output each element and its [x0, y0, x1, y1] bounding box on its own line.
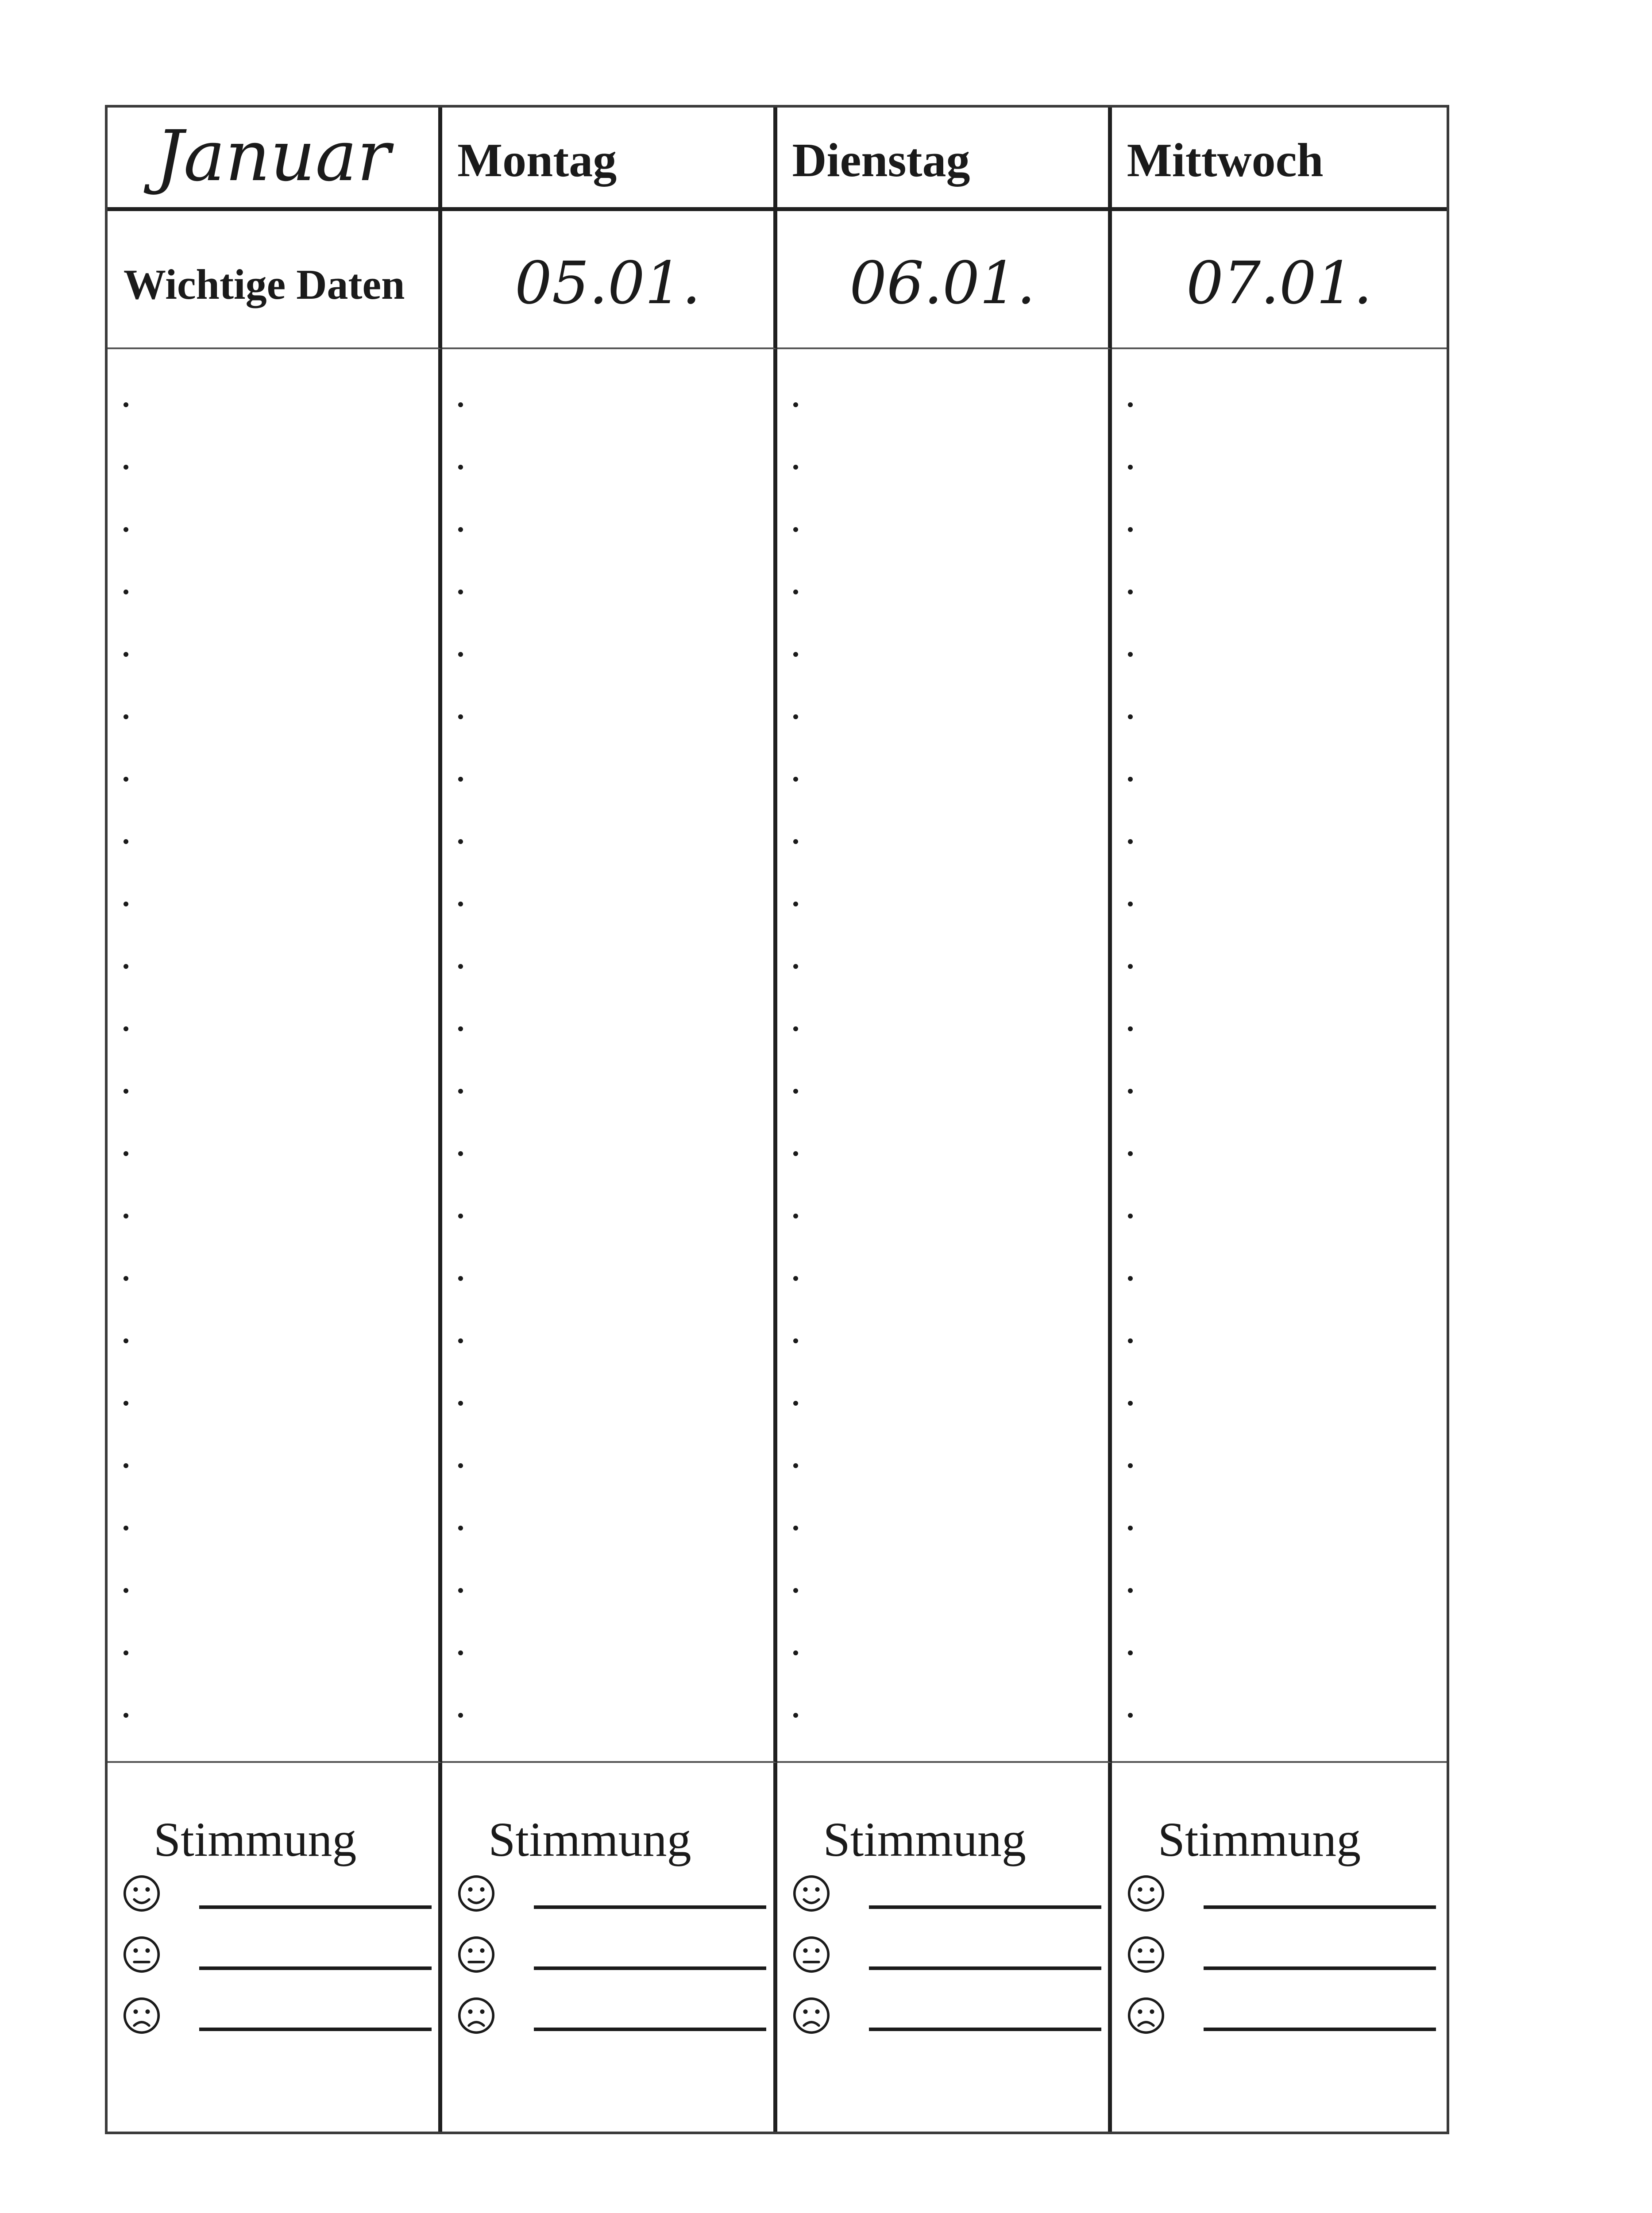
guide-dot: [1128, 1463, 1133, 1468]
notes-area-important[interactable]: [108, 349, 442, 1763]
guide-dot: [124, 1588, 128, 1593]
mood-write-line[interactable]: [199, 2028, 432, 2031]
guide-dot: [793, 1713, 798, 1718]
mood-row: [122, 1935, 432, 1974]
day-date: 05.01.: [514, 249, 701, 317]
guide-dot: [793, 1401, 798, 1406]
mood-row: [122, 1996, 432, 2036]
dot-column: [1128, 402, 1133, 1775]
guide-dot: [124, 590, 128, 594]
guide-dot: [458, 964, 463, 969]
guide-dot: [458, 527, 463, 532]
guide-dot: [458, 1214, 463, 1218]
mood-write-line[interactable]: [869, 1966, 1101, 1970]
guide-dot: [458, 1026, 463, 1031]
smiley-sad-icon[interactable]: [456, 1996, 496, 2036]
mood-row: [1126, 1996, 1436, 2036]
mood-write-line[interactable]: [869, 1905, 1101, 1909]
mood-row: [456, 1874, 766, 1913]
guide-dot: [458, 1526, 463, 1531]
mood-section: [1112, 1763, 1447, 2132]
mood-label: Stimmung: [823, 1812, 1026, 1866]
guide-dot: [458, 1151, 463, 1156]
mood-row: [1126, 1935, 1436, 1974]
day-header-tuesday: [777, 108, 1112, 211]
mood-row: [1126, 1874, 1436, 1913]
mood-label: Stimmung: [154, 1812, 357, 1866]
guide-dot: [458, 465, 463, 470]
guide-dot: [124, 902, 128, 906]
smiley-neutral-icon[interactable]: [1126, 1935, 1166, 1974]
mood-write-line[interactable]: [199, 1966, 432, 1970]
weekly-planner: [105, 105, 1449, 2134]
mood-write-line[interactable]: [199, 1905, 432, 1909]
guide-dot: [458, 1338, 463, 1343]
guide-dot: [1128, 714, 1133, 719]
guide-dot: [124, 652, 128, 657]
day-date: 07.01.: [1186, 249, 1372, 317]
notes-area-wednesday[interactable]: [1112, 349, 1447, 1763]
guide-dot: [793, 1588, 798, 1593]
mood-write-line[interactable]: [534, 1966, 766, 1970]
smiley-sad-icon[interactable]: [1126, 1996, 1166, 2036]
mood-row: [456, 1996, 766, 2036]
guide-dot: [793, 465, 798, 470]
guide-dot: [1128, 1650, 1133, 1655]
guide-dot: [458, 1650, 463, 1655]
mood-row: [791, 1874, 1101, 1913]
guide-dot: [124, 714, 128, 719]
mood-label: Stimmung: [488, 1812, 691, 1866]
day-header-wednesday: [1112, 108, 1447, 211]
guide-dot: [793, 652, 798, 657]
guide-dot: [793, 714, 798, 719]
guide-dot: [793, 1089, 798, 1094]
guide-dot: [458, 1089, 463, 1094]
guide-dot: [458, 402, 463, 407]
guide-dot: [458, 1588, 463, 1593]
guide-dot: [1128, 1713, 1133, 1718]
guide-dot: [458, 777, 463, 782]
day-name: Montag: [457, 134, 617, 187]
guide-dot: [793, 1276, 798, 1281]
guide-dot: [1128, 1526, 1133, 1531]
guide-dot: [1128, 839, 1133, 844]
guide-dot: [124, 1463, 128, 1468]
guide-dot: [458, 1276, 463, 1281]
mood-write-line[interactable]: [1204, 2028, 1436, 2031]
mood-row: [122, 1874, 432, 1913]
guide-dot: [793, 777, 798, 782]
guide-dot: [458, 590, 463, 594]
guide-dot: [458, 714, 463, 719]
smiley-neutral-icon[interactable]: [791, 1935, 831, 1974]
guide-dot: [124, 1338, 128, 1343]
guide-dot: [1128, 1588, 1133, 1593]
guide-dot: [1128, 1151, 1133, 1156]
guide-dot: [793, 839, 798, 844]
notes-area-monday[interactable]: [442, 349, 777, 1763]
mood-write-line[interactable]: [534, 1905, 766, 1909]
smiley-happy-icon[interactable]: [1126, 1874, 1166, 1913]
date-cell-tuesday: [777, 211, 1112, 349]
day-name: Dienstag: [792, 134, 970, 187]
day-header-monday: [442, 108, 777, 211]
guide-dot: [1128, 1214, 1133, 1218]
guide-dot: [124, 1151, 128, 1156]
mood-row: [456, 1935, 766, 1974]
guide-dot: [124, 1650, 128, 1655]
guide-dot: [793, 402, 798, 407]
smiley-sad-icon[interactable]: [122, 1996, 162, 2036]
guide-dot: [124, 1713, 128, 1718]
smiley-happy-icon[interactable]: [456, 1874, 496, 1913]
guide-dot: [1128, 1026, 1133, 1031]
guide-dot: [124, 964, 128, 969]
guide-dot: [124, 527, 128, 532]
guide-dot: [1128, 902, 1133, 906]
smiley-neutral-icon[interactable]: [122, 1935, 162, 1974]
date-cell-monday: [442, 211, 777, 349]
dot-column: [458, 402, 463, 1775]
guide-dot: [124, 1214, 128, 1218]
month-header-cell: [108, 108, 442, 211]
guide-dot: [793, 1214, 798, 1218]
month-title: Januar: [155, 116, 391, 197]
guide-dot: [793, 1338, 798, 1343]
guide-dot: [1128, 777, 1133, 782]
guide-dot: [458, 839, 463, 844]
guide-dot: [793, 1463, 798, 1468]
mood-section: [777, 1763, 1112, 2132]
guide-dot: [458, 902, 463, 906]
mood-row: [791, 1996, 1101, 2036]
guide-dot: [793, 964, 798, 969]
important-dates-label: Wichtige Daten: [124, 261, 405, 308]
guide-dot: [124, 1526, 128, 1531]
mood-write-line[interactable]: [1204, 1905, 1436, 1909]
guide-dot: [124, 1026, 128, 1031]
guide-dot: [793, 590, 798, 594]
mood-write-line[interactable]: [869, 2028, 1101, 2031]
smiley-happy-icon[interactable]: [791, 1874, 831, 1913]
mood-write-line[interactable]: [1204, 1966, 1436, 1970]
guide-dot: [1128, 1401, 1133, 1406]
dot-column: [793, 402, 798, 1775]
notes-area-tuesday[interactable]: [777, 349, 1112, 1763]
guide-dot: [1128, 652, 1133, 657]
guide-dot: [124, 1276, 128, 1281]
mood-row: [791, 1935, 1101, 1974]
smiley-happy-icon[interactable]: [122, 1874, 162, 1913]
guide-dot: [793, 902, 798, 906]
mood-section: [108, 1763, 442, 2132]
guide-dot: [793, 1026, 798, 1031]
guide-dot: [124, 1401, 128, 1406]
guide-dot: [458, 652, 463, 657]
guide-dot: [458, 1401, 463, 1406]
guide-dot: [124, 402, 128, 407]
mood-label: Stimmung: [1158, 1812, 1361, 1866]
smiley-sad-icon[interactable]: [791, 1996, 831, 2036]
guide-dot: [458, 1463, 463, 1468]
guide-dot: [1128, 590, 1133, 594]
important-dates-cell: [108, 211, 442, 349]
day-name: Mittwoch: [1127, 134, 1324, 187]
mood-write-line[interactable]: [534, 2028, 766, 2031]
guide-dot: [1128, 1338, 1133, 1343]
guide-dot: [124, 1089, 128, 1094]
guide-dot: [1128, 1089, 1133, 1094]
guide-dot: [1128, 527, 1133, 532]
guide-dot: [793, 1151, 798, 1156]
date-cell-wednesday: [1112, 211, 1447, 349]
guide-dot: [1128, 465, 1133, 470]
mood-section: [442, 1763, 777, 2132]
guide-dot: [458, 1713, 463, 1718]
dot-column: [124, 402, 128, 1775]
smiley-neutral-icon[interactable]: [456, 1935, 496, 1974]
guide-dot: [1128, 1276, 1133, 1281]
guide-dot: [124, 777, 128, 782]
guide-dot: [124, 839, 128, 844]
guide-dot: [793, 527, 798, 532]
guide-dot: [793, 1650, 798, 1655]
guide-dot: [124, 465, 128, 470]
guide-dot: [1128, 402, 1133, 407]
guide-dot: [793, 1526, 798, 1531]
day-date: 06.01.: [849, 249, 1036, 317]
guide-dot: [1128, 964, 1133, 969]
